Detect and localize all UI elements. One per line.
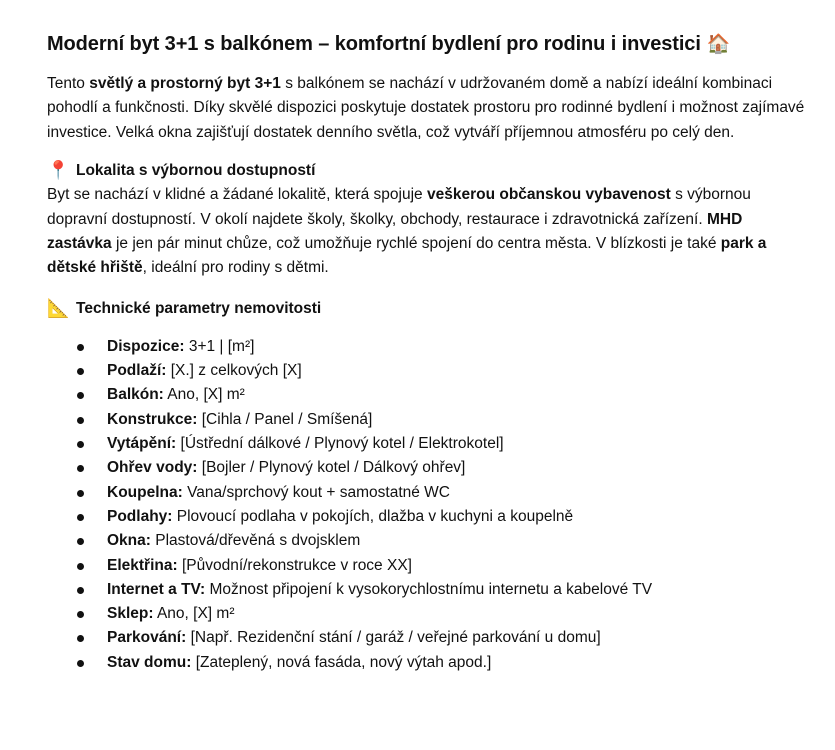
param-value: [Bojler / Plynový kotel / Dálkový ohřev] [197,459,466,477]
location-bold-1: veškerou občanskou vybavenost [426,186,671,204]
bullet-icon [77,344,84,351]
param-item [47,456,807,480]
param-value: [X.] z celkových [X] [166,362,302,380]
param-label: Ohřev vody: [107,459,198,477]
param-item [47,554,807,578]
param-item [47,578,807,602]
params-list [47,335,807,675]
param-item [47,408,807,432]
param-value: [Např. Rezidenční stání / garáž / veřejné parkování u domu] [186,629,601,647]
param-item [47,359,807,383]
location-paragraph [47,183,807,281]
bullet-icon [77,563,84,570]
intro-bold-1: světlý a prostorný byt 3+1 [89,75,281,92]
bullet-icon [77,465,84,472]
param-item [47,626,807,650]
param-value: [Ústřední dálkové / Plynový kotel / Elektrokotel] [176,435,504,453]
bullet-icon [77,514,84,521]
location-heading [47,159,807,183]
param-item [47,651,807,675]
params-heading [47,297,807,321]
bullet-icon [77,441,84,448]
param-value: Plovoucí podlaha v pokojích, dlažba v kuchyni a koupelně [172,507,574,525]
param-label: Balkón: [107,386,164,404]
param-value: Ano, [X] m² [163,386,245,404]
param-label: Elektřina: [107,556,178,574]
param-value: [Zateplený, nová fasáda, nový výtah apod.] [191,653,492,671]
intro-text-1: Tento [47,75,90,92]
location-text-1: Byt se nachází v klidné a žádané lokalitě, která spojuje [47,186,427,204]
intro-paragraph [47,72,807,145]
param-item [47,529,807,553]
house-icon: 🏠 [706,33,731,55]
param-value: Vana/sprchový kout + samostatné WC [182,483,450,501]
param-item [47,335,807,359]
param-label: Internet a TV: [107,580,206,598]
param-label: Dispozice: [107,337,185,355]
param-label: Konstrukce: [107,410,198,428]
param-label: Koupelna: [107,483,183,501]
bullet-icon [77,587,84,594]
param-item [47,505,807,529]
param-label: Vytápění: [107,435,177,453]
param-value: Ano, [X] m² [153,605,235,623]
location-bold-3: park a dětské hřiště [47,235,767,277]
params-heading-text: Technické parametry nemovitosti [76,299,322,317]
param-label: Podlahy: [107,507,173,525]
triangular-ruler-icon: 📐 [47,297,70,319]
param-value: Plastová/dřevěná s dvojsklem [150,532,361,550]
param-label: Parkování: [107,629,187,647]
param-label: Stav domu: [107,653,192,671]
page-title [47,30,807,58]
param-label: Podlaží: [107,362,167,380]
param-value: 3+1 | [m²] [184,337,255,355]
param-label: Sklep: [107,605,154,623]
param-value: Možnost připojení k vysokorychlostnímu internetu a kabelové TV [205,580,653,598]
param-item [47,383,807,407]
param-item [47,602,807,626]
param-item [47,432,807,456]
pin-icon: 📍 [47,160,70,182]
intro-text-2: s balkónem se nachází v udržovaném domě a nabízí ideální kombinaci pohodlí a funkčnosti. Díky skvělé dispozici poskytuje dostatek prostoru pro rodinné bydlení i možnost zajímavé investice. Velká okna zajišťují dostatek denního světla, což vytváří příjemnou atmosféru po celý den. [47,75,805,141]
page-title-text: Moderní byt 3+1 s balkónem – komfortní bydlení pro rodinu i investici [47,33,701,55]
location-text-2: s výbornou dopravní dostupností. V okolí najdete školy, školky, obchody, restaurace i zdravotnická zařízení. [47,186,751,228]
location-bold-2: MHD zastávka [47,210,743,253]
param-label: Okna: [107,532,151,550]
param-value: [Původní/rekonstrukce v roce XX] [177,556,412,574]
bullet-icon [77,538,84,545]
location-text-3: je jen pár minut chůze, což umožňuje rychlé spojení do centra města. V blízkosti je také [111,235,721,253]
bullet-icon [77,660,84,667]
bullet-icon [77,392,84,399]
bullet-icon [77,611,84,618]
bullet-icon [77,490,84,497]
param-value: [Cihla / Panel / Smíšená] [197,410,373,428]
bullet-icon [77,635,84,642]
document [47,30,807,675]
bullet-icon [77,368,84,375]
location-text-4: , ideální pro rodiny s dětmi. [142,259,329,277]
location-heading-text: Lokalita s výbornou dostupností [76,162,316,180]
param-item [47,481,807,505]
bullet-icon [77,417,84,424]
